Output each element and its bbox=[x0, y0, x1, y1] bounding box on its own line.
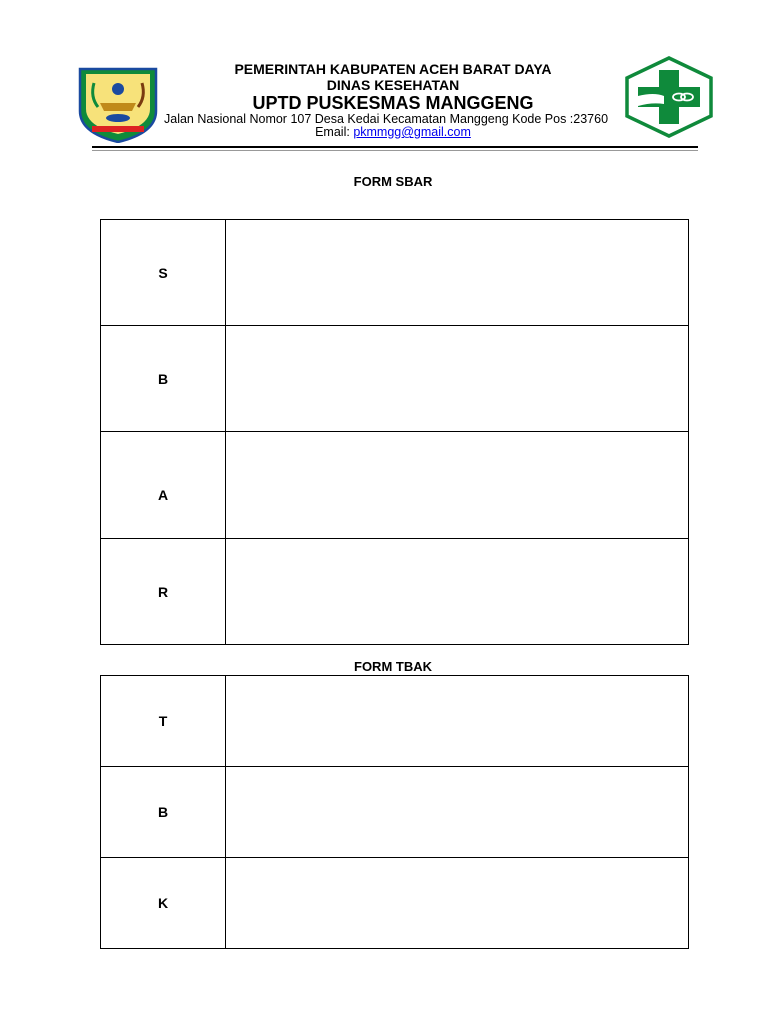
tbak-entry-cell[interactable] bbox=[226, 858, 689, 949]
tbak-row-k bbox=[101, 858, 689, 949]
address-line: Jalan Nasional Nomor 107 Desa Kedai Kecamatan Manggeng Kode Pos :23760 bbox=[164, 112, 609, 126]
tbak-letter: T bbox=[101, 676, 226, 767]
sbar-entry-cell[interactable] bbox=[226, 432, 689, 539]
sbar-letter: B bbox=[101, 326, 226, 432]
tbak-row-b bbox=[101, 767, 689, 858]
sbar-row-s bbox=[101, 220, 689, 326]
tbak-entry-cell[interactable] bbox=[226, 767, 689, 858]
sbar-row-b bbox=[101, 326, 689, 432]
unit-heading: UPTD PUSKESMAS MANGGENG bbox=[252, 93, 534, 113]
tbak-row-t bbox=[101, 676, 689, 767]
government-heading: PEMERINTAH KABUPATEN ACEH BARAT DAYA bbox=[234, 61, 552, 77]
header-divider-thin bbox=[92, 150, 698, 151]
sbar-entry-cell[interactable] bbox=[226, 539, 689, 645]
sbar-letter: R bbox=[101, 539, 226, 645]
tbak-letter: B bbox=[101, 767, 226, 858]
tbak-entry-cell[interactable] bbox=[226, 676, 689, 767]
tbak-table bbox=[100, 675, 689, 949]
sbar-table bbox=[100, 219, 689, 645]
tbak-letter: K bbox=[101, 858, 226, 949]
tbak-title: FORM TBAK bbox=[354, 659, 432, 674]
sbar-letter: A bbox=[101, 432, 226, 539]
header-divider bbox=[92, 146, 698, 148]
sbar-entry-cell[interactable] bbox=[226, 220, 689, 326]
sbar-row-r bbox=[101, 539, 689, 645]
department-heading: DINAS KESEHATAN bbox=[326, 77, 460, 93]
sbar-row-a bbox=[101, 432, 689, 539]
email-link[interactable]: pkmmgg@gmail.com bbox=[353, 125, 471, 139]
sbar-title: FORM SBAR bbox=[353, 174, 433, 189]
sbar-entry-cell[interactable] bbox=[226, 326, 689, 432]
email-line bbox=[0, 125, 768, 139]
sbar-letter: S bbox=[101, 220, 226, 326]
email-label: Email: bbox=[315, 125, 350, 139]
